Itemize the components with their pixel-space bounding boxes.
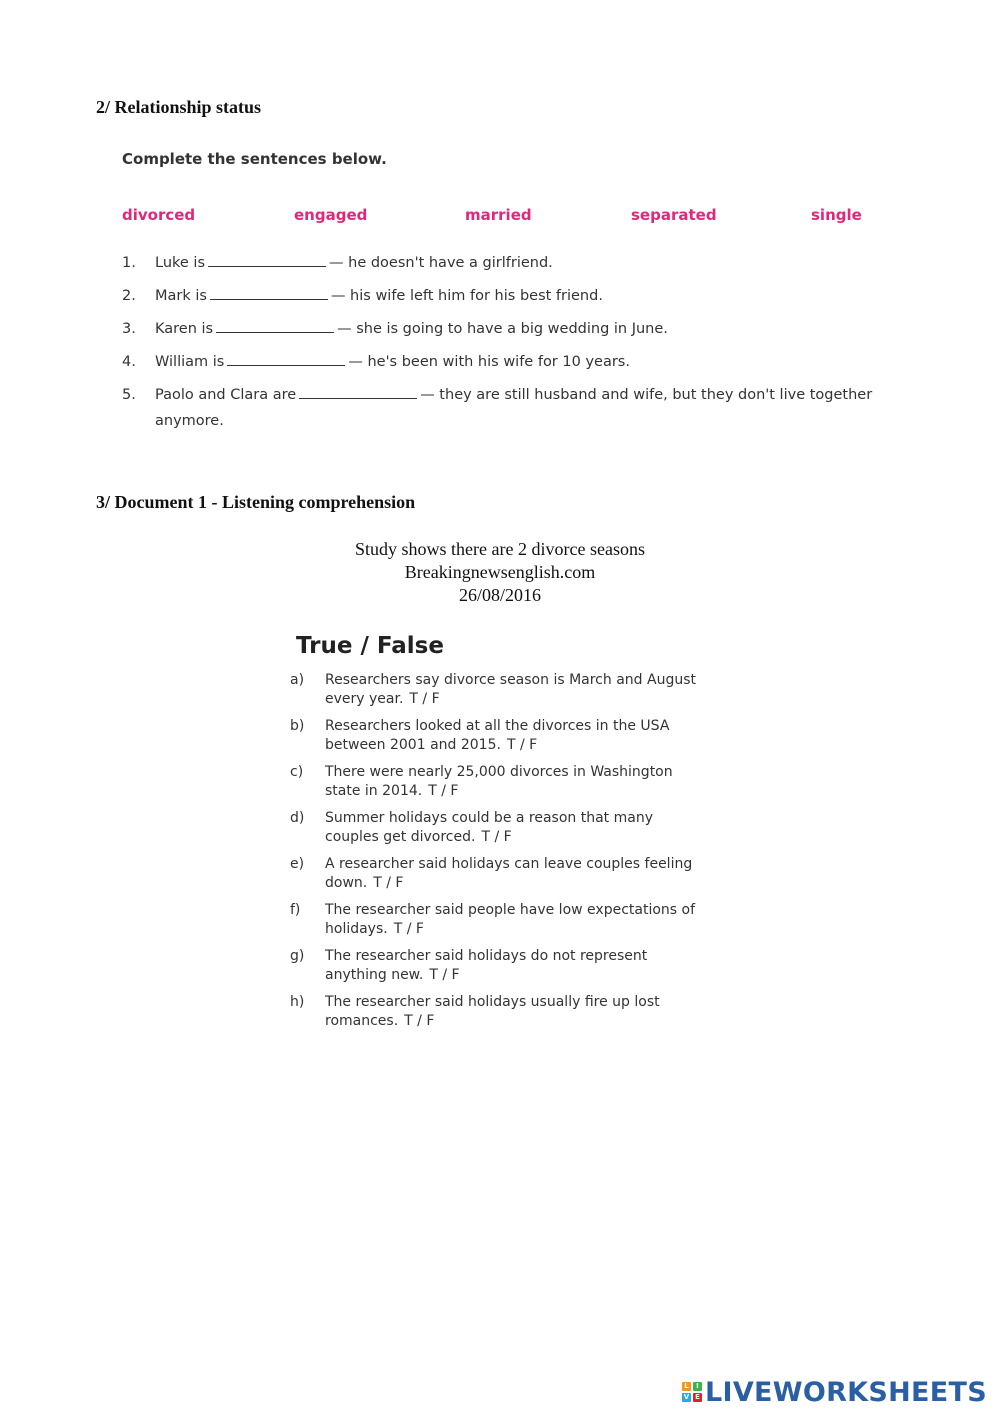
word-bank-item: separated xyxy=(631,206,717,224)
logo-cell: E xyxy=(693,1393,702,1402)
sentence-number: 3. xyxy=(122,321,136,337)
tf-text: Researchers say divorce season is March and August every year. xyxy=(325,672,696,707)
tf-statement xyxy=(290,671,710,709)
tf-letter: h) xyxy=(290,994,305,1010)
true-false-title: True / False xyxy=(296,633,444,659)
tf-choice[interactable]: T / F xyxy=(506,737,538,753)
sentence-item xyxy=(122,318,882,340)
tf-statement xyxy=(290,901,710,939)
document-date: 26/08/2016 xyxy=(458,585,541,605)
word-bank-item: single xyxy=(811,206,862,224)
tf-text: The researcher said holidays usually fire up lost romances. xyxy=(325,994,660,1029)
tf-text: There were nearly 25,000 divorces in Washington state in 2014. xyxy=(325,764,673,799)
word-bank-item: divorced xyxy=(122,206,196,224)
tf-choice[interactable]: T / F xyxy=(428,783,459,799)
tf-statement xyxy=(290,947,710,985)
sentence-start: Mark is xyxy=(155,288,207,304)
liveworksheets-logo xyxy=(682,1374,987,1410)
tf-statement xyxy=(290,717,710,755)
tf-letter: g) xyxy=(290,948,305,964)
sentence-item xyxy=(122,285,882,307)
tf-choice[interactable]: T / F xyxy=(429,967,460,983)
sentence-list xyxy=(122,252,882,445)
tf-text: The researcher said people have low expectations of holidays. xyxy=(325,902,696,937)
logo-grid-icon xyxy=(682,1382,702,1402)
sentence-start: William is xyxy=(155,354,225,370)
logo-cell: L xyxy=(682,1382,691,1391)
sentence-end: — he's been with his wife for 10 years. xyxy=(348,354,630,370)
logo-text: LIVEWORKSHEETS xyxy=(704,1376,987,1408)
tf-letter: e) xyxy=(290,856,305,872)
document-source: Breakingnewsenglish.com xyxy=(404,562,596,582)
tf-text: Summer holidays could be a reason that many couples get divorced. xyxy=(325,810,653,845)
tf-choice[interactable]: T / F xyxy=(404,1013,435,1029)
tf-letter: c) xyxy=(290,764,304,780)
sentence-number: 5. xyxy=(122,387,136,403)
sentence-end: — he doesn't have a girlfriend. xyxy=(329,255,553,271)
word-bank-item: married xyxy=(465,206,532,224)
answer-blank[interactable] xyxy=(210,285,328,300)
logo-cell: I xyxy=(693,1382,702,1391)
instruction-text: Complete the sentences below. xyxy=(122,150,387,168)
answer-blank[interactable] xyxy=(216,318,334,333)
tf-choice[interactable]: T / F xyxy=(373,875,404,891)
answer-blank[interactable] xyxy=(227,351,345,366)
sentence-end: — she is going to have a big wedding in June. xyxy=(337,321,668,337)
tf-statement xyxy=(290,855,710,893)
tf-text: A researcher said holidays can leave couples feeling down. xyxy=(325,856,693,891)
sentence-number: 2. xyxy=(122,288,136,304)
tf-letter: f) xyxy=(290,902,301,918)
logo-cell: V xyxy=(683,1393,690,1401)
tf-statement xyxy=(290,993,710,1031)
tf-letter: b) xyxy=(290,718,305,734)
tf-choice[interactable]: T / F xyxy=(409,691,440,707)
answer-blank[interactable] xyxy=(299,384,417,399)
sentence-item xyxy=(122,382,882,434)
sentence-start: Luke is xyxy=(155,255,206,271)
document-info xyxy=(0,538,1000,607)
answer-blank[interactable] xyxy=(208,252,326,267)
tf-letter: a) xyxy=(290,672,305,688)
document-title: Study shows there are 2 divorce seasons xyxy=(355,539,645,559)
word-bank-item: engaged xyxy=(294,206,368,224)
section-2-title: 2/ Relationship status xyxy=(96,97,262,117)
sentence-end: — they are still husband and wife, but they don't live together anymore. xyxy=(155,387,873,429)
word-bank xyxy=(0,206,1000,228)
sentence-start: Paolo and Clara are xyxy=(155,387,297,403)
tf-letter: d) xyxy=(290,810,305,826)
section-3-title: 3/ Document 1 - Listening comprehension xyxy=(96,492,416,512)
true-false-list xyxy=(290,671,710,1039)
sentence-end: — his wife left him for his best friend. xyxy=(330,288,603,304)
tf-choice[interactable]: T / F xyxy=(393,921,424,937)
tf-text: Researchers looked at all the divorces in the USA between 2001 and 2015. xyxy=(325,718,670,753)
tf-statement xyxy=(290,809,710,847)
tf-text: The researcher said holidays do not represent anything new. xyxy=(325,948,648,983)
sentence-number: 4. xyxy=(122,354,136,370)
tf-choice[interactable]: T / F xyxy=(481,829,512,845)
sentence-item xyxy=(122,252,882,274)
sentence-start: Karen is xyxy=(155,321,214,337)
sentence-number: 1. xyxy=(122,255,136,271)
sentence-item xyxy=(122,351,882,373)
tf-statement xyxy=(290,763,710,801)
